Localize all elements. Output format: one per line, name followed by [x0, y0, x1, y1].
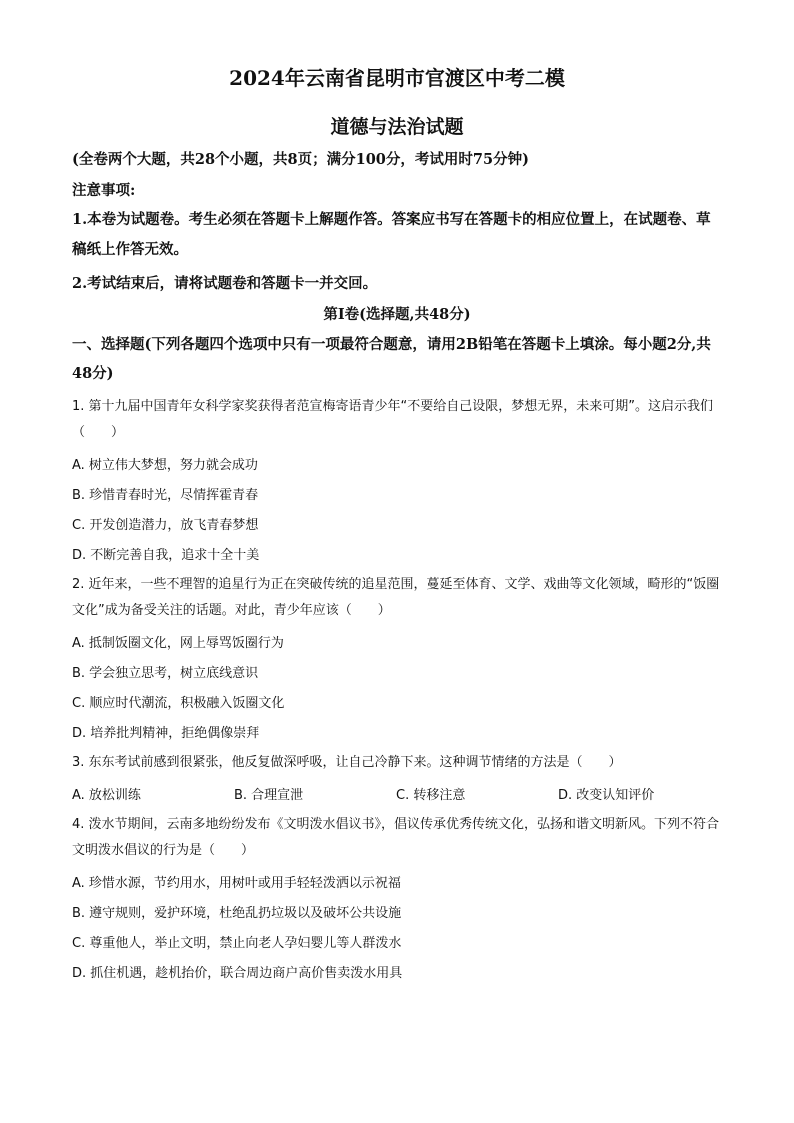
exam-title: 2024年云南省昆明市官渡区中考二模 — [229, 66, 565, 90]
question-1-option-a: A. 树立伟大梦想，努力就会成功 — [72, 458, 258, 473]
question-2-option-d: D. 培养批判精神，拒绝偶像崇拜 — [72, 726, 260, 741]
notice-title: 注意事项: — [72, 182, 136, 199]
exam-page — [72, 64, 722, 984]
question-2-option-c: C. 顺应时代潮流，积极融入饭圈文化 — [72, 696, 285, 711]
question-2-option-b: B. 学会独立思考，树立底线意识 — [72, 666, 259, 681]
part-title: 第Ⅰ卷(选择题,共48分) — [323, 306, 471, 323]
question-3-stem: 3. 东东考试前感到很紧张，他反复做深呼吸，让自己冷静下来。这种调节情绪的方法是（ ） — [72, 755, 622, 770]
question-2-option-a: A. 抵制饭圈文化，网上辱骂饭圈行为 — [72, 636, 284, 651]
question-1-stem: 1. 第十九届中国青年女科学家奖获得者范宣梅寄语青少年“不要给自己设限，梦想无界，未来可期”。这启示我们（ ） — [72, 399, 714, 440]
question-2-stem: 2. 近年来，一些不理智的追星行为正在突破传统的追星范围，蔓延至体育、文学、戏曲等文化领域，畸形的“饭圈文化”成为备受关注的话题。对此，青少年应该（ ） — [72, 577, 720, 618]
question-4-stem: 4. 泼水节期间，云南多地纷纷发布《文明泼水倡议书》，倡议传承优秀传统文化，弘扬和谐文明新风。下列不符合文明泼水倡议的行为是（ ） — [72, 817, 720, 858]
question-1-option-c: C. 开发创造潜力，放飞青春梦想 — [72, 518, 259, 533]
question-3-option-a: A. 放松训练 — [72, 788, 141, 803]
question-1-option-b: B. 珍惜青春时光，尽情挥霍青春 — [72, 488, 259, 503]
question-4-option-b: B. 遵守规则，爱护环境，杜绝乱扔垃圾以及破坏公共设施 — [72, 906, 402, 921]
question-4-option-d: D. 抓住机遇，趁机抬价，联合周边商户高价售卖泼水用具 — [72, 966, 403, 981]
question-3-option-c: C. 转移注意 — [396, 788, 466, 803]
exam-subtitle: 道德与法治试题 — [330, 116, 464, 138]
question-4-option-a: A. 珍惜水源，节约用水，用树叶或用手轻轻泼洒以示祝福 — [72, 876, 401, 891]
section-heading: 一、选择题(下列各题四个选项中只有一项最符合题意，请用2B铅笔在答题卡上填涂。每小题2分,共48分) — [72, 336, 711, 382]
exam-meta: (全卷两个大题，共28个小题，共8页；满分100分，考试用时75分钟) — [72, 151, 529, 168]
question-4-option-c: C. 尊重他人，举止文明，禁止向老人孕妇婴儿等人群泼水 — [72, 936, 402, 951]
notice-item-2: 2.考试结束后，请将试题卷和答题卡一并交回。 — [72, 275, 378, 292]
question-3-option-b: B. 合理宣泄 — [234, 788, 304, 803]
notice-item-1: 1.本卷为试题卷。考生必须在答题卡上解题作答。答案应书写在答题卡的相应位置上，在试题卷、草稿纸上作答无效。 — [72, 211, 711, 258]
question-3-options — [72, 786, 722, 806]
question-1-option-d: D. 不断完善自我，追求十全十美 — [72, 548, 260, 563]
question-3-option-d: D. 改变认知评价 — [558, 788, 655, 803]
